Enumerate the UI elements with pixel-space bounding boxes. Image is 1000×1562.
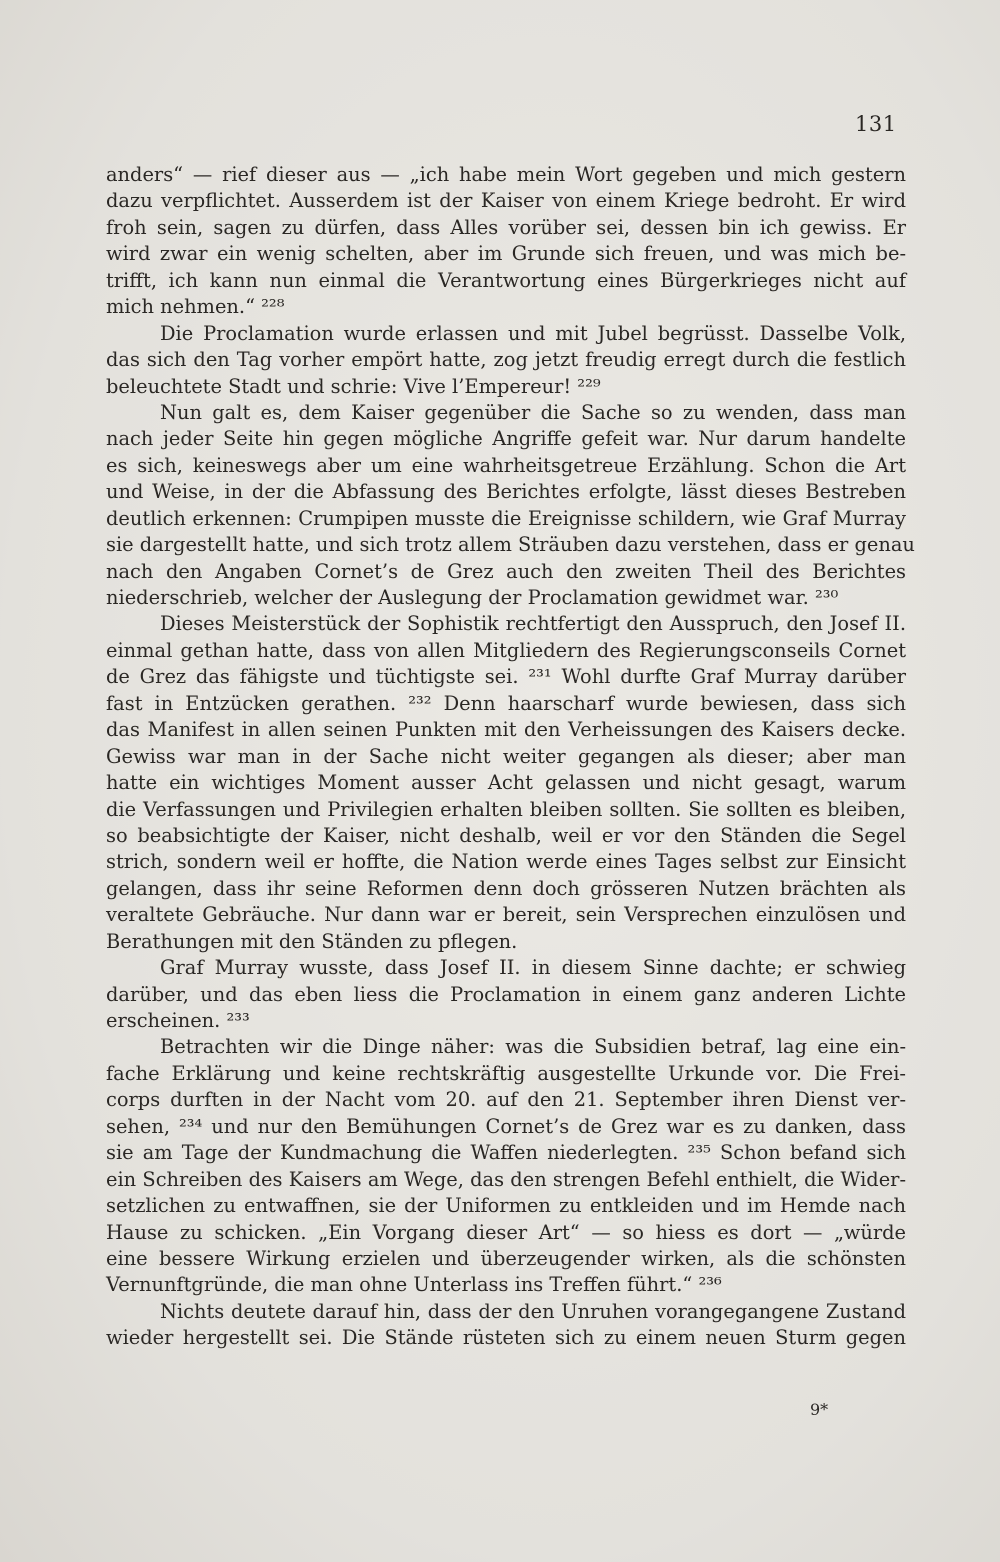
- text-line: Betrachten wir die Dinge näher: was die Subsidien betraf, lag eine ein-: [160, 1035, 906, 1059]
- text-line: erscheinen. ²³³: [106, 1009, 250, 1032]
- text-line: dazu verpflichtet. Ausserdem ist der Kaiser von einem Kriege bedroht. Er wird: [106, 189, 906, 213]
- text-line: Graf Murray wusste, dass Josef II. in diesem Sinne dachte; er schwieg: [160, 956, 906, 980]
- text-line: corps durften in der Nacht vom 20. auf den 21. September ihren Dienst ver-: [106, 1088, 906, 1112]
- text-line: deutlich erkennen: Crumpipen musste die Ereignisse schildern, wie Graf Murray: [106, 506, 906, 530]
- text-line: sie am Tage der Kundmachung die Waffen niederlegten. ²³⁵ Schon befand sich: [106, 1141, 906, 1165]
- text-line: froh sein, sagen zu dürfen, dass Alles vorüber sei, dessen bin ich gewiss. Er: [106, 215, 906, 239]
- text-line: das Manifest in allen seinen Punkten mit den Verheissungen des Kaisers decke.: [106, 718, 906, 742]
- text-line: nach den Angaben Cornet’s de Grez auch den zweiten Theil des Berichtes: [106, 559, 906, 583]
- text-line: anders“ — rief dieser aus — „ich habe mein Wort gegeben und mich gestern: [106, 163, 906, 186]
- text-line: Dieses Meisterstück der Sophistik rechtfertigt den Ausspruch, den Josef II.: [160, 612, 906, 636]
- text-line: Nichts deutete darauf hin, dass der den Unruhen vorangegangene Zustand: [160, 1299, 906, 1323]
- text-line: wieder hergestellt sei. Die Stände rüsteten sich zu einem neuen Sturm gegen: [106, 1326, 906, 1350]
- page-number: 131: [855, 112, 897, 136]
- signature-mark: 9*: [810, 1400, 829, 1419]
- text-line: gelangen, dass ihr seine Reformen denn doch grösseren Nutzen brächten als: [106, 876, 906, 900]
- text-line: Hause zu schicken. „Ein Vorgang dieser Art“ — so hiess es dort — „würde: [106, 1220, 906, 1244]
- text-line: de Grez das fähigste und tüchtigste sei. ²³¹ Wohl durfte Graf Murray darüber: [106, 665, 906, 689]
- text-line: setzlichen zu entwaffnen, sie der Uniformen zu entkleiden und im Hemde nach: [106, 1194, 906, 1218]
- text-line: es sich, keineswegs aber um eine wahrheitsgetreue Erzählung. Schon die Art: [106, 453, 906, 477]
- text-line: eine bessere Wirkung erzielen und überzeugender wirken, als die schönsten: [106, 1246, 906, 1270]
- text-line: niederschrieb, welcher der Auslegung der Proclamation gewidmet war. ²³⁰: [106, 586, 839, 609]
- text-line: fache Erklärung und keine rechtskräftig ausgestellte Urkunde vor. Die Frei-: [106, 1061, 906, 1085]
- text-line: sehen, ²³⁴ und nur den Bemühungen Cornet’s de Grez war es zu danken, dass: [106, 1114, 906, 1138]
- text-line: beleuchtete Stadt und schrie: Vive l’Empereur! ²²⁹: [106, 374, 601, 398]
- text-line: Berathungen mit den Ständen zu pflegen.: [106, 929, 518, 953]
- text-line: Nun galt es, dem Kaiser gegenüber die Sache so zu wenden, dass man: [160, 400, 906, 424]
- text-line: Die Proclamation wurde erlassen und mit Jubel begrüsst. Dasselbe Volk,: [160, 321, 906, 345]
- text-line: sie dargestellt hatte, und sich trotz allem Sträuben dazu verstehen, dass er genau: [106, 533, 915, 557]
- text-line: einmal gethan hatte, dass von allen Mitgliedern des Regierungsconseils Cornet: [106, 638, 906, 662]
- text-line: das sich den Tag vorher empört hatte, zog jetzt freudig erregt durch die festlich: [106, 348, 906, 372]
- text-line: ein Schreiben des Kaisers am Wege, das den strengen Befehl enthielt, die Wider-: [106, 1167, 906, 1191]
- text-line: trifft, ich kann nun einmal die Verantwortung eines Bürgerkrieges nicht auf: [106, 268, 906, 292]
- text-line: so beabsichtigte der Kaiser, nicht deshalb, weil er vor den Ständen die Segel: [106, 823, 906, 847]
- text-line: die Verfassungen und Privilegien erhalten bleiben sollten. Sie sollten es bleiben,: [106, 797, 906, 821]
- text-line: Gewiss war man in der Sache nicht weiter gegangen als dieser; aber man: [106, 744, 906, 768]
- text-line: mich nehmen.“ ²²⁸: [106, 295, 285, 319]
- text-line: Vernunftgründe, die man ohne Unterlass ins Treffen führt.“ ²³⁶: [106, 1273, 722, 1297]
- body-text: [106, 162, 915, 1352]
- text-line: nach jeder Seite hin gegen mögliche Angriffe gefeit war. Nur darum handelte: [106, 427, 906, 451]
- text-line: hatte ein wichtiges Moment ausser Acht gelassen und nicht gesagt, warum: [106, 771, 906, 795]
- text-line: fast in Entzücken gerathen. ²³² Denn haarscharf wurde bewiesen, dass sich: [106, 691, 906, 715]
- text-line: und Weise, in der die Abfassung des Berichtes erfolgte, lässt dieses Bestreben: [106, 480, 906, 504]
- text-line: veraltete Gebräuche. Nur dann war er bereit, sein Versprechen einzulösen und: [106, 903, 906, 927]
- text-line: wird zwar ein wenig schelten, aber im Grunde sich freuen, und was mich be-: [106, 242, 906, 266]
- text-line: darüber, und das eben liess die Proclamation in einem ganz anderen Lichte: [106, 982, 906, 1006]
- text-line: strich, sondern weil er hoffte, die Nation werde eines Tages selbst zur Einsicht: [106, 850, 906, 874]
